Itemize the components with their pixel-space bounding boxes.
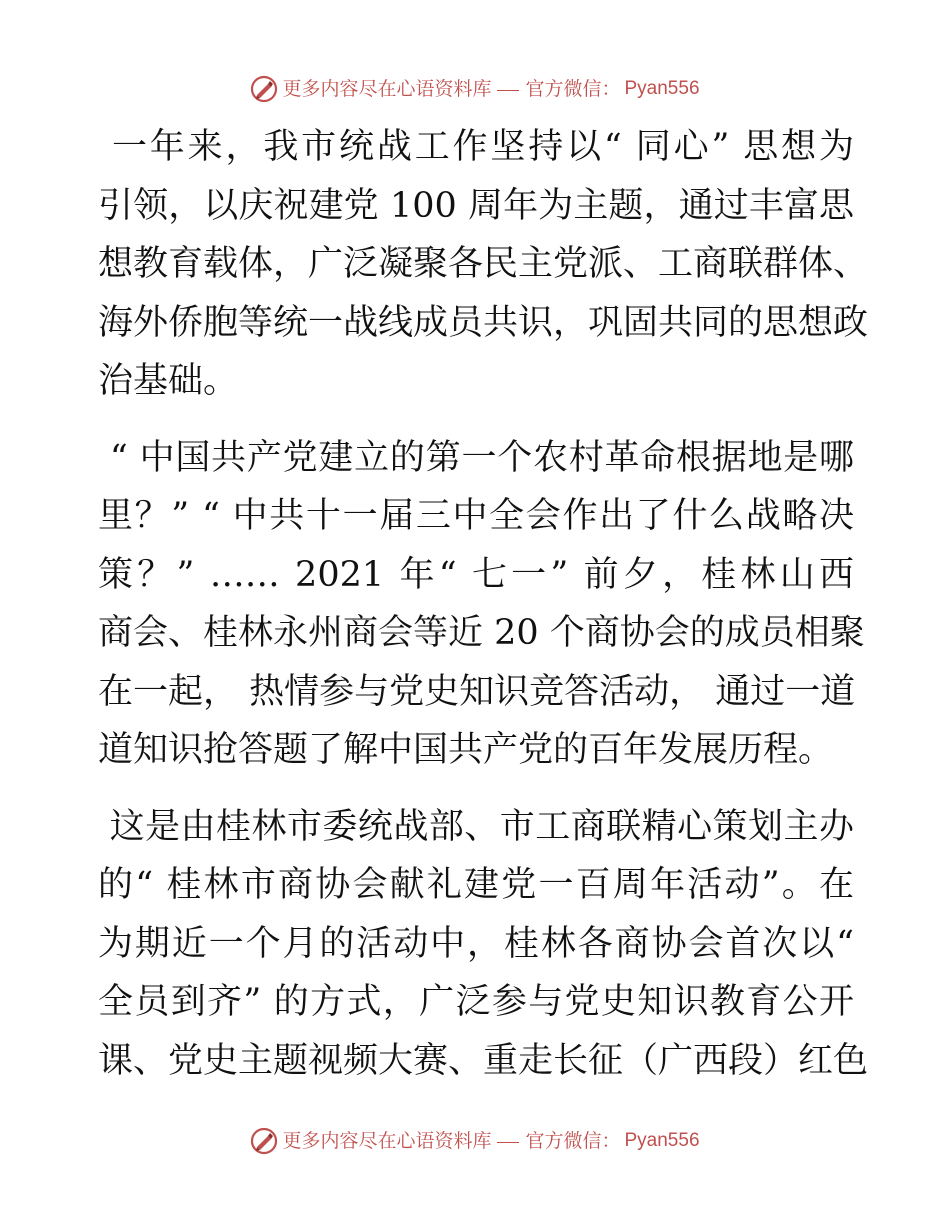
text-line: 想教育载体，广泛凝聚各民主党派、工商联群体、	[98, 244, 869, 284]
paragraph-2	[98, 429, 865, 780]
text-line: 道知识抢答题了解中国共产党的百年发展历程。	[98, 730, 834, 770]
text-line: 的“ 桂林市商协会献礼建党一百周年活动”。在	[98, 865, 854, 905]
watermark-separator	[497, 90, 519, 91]
text-line: 策？” …… 2021 年“ 七一” 前夕，桂林山西	[98, 554, 854, 595]
watermark-handle: Pyan556	[624, 78, 700, 99]
text-line: 里？” “ 中共十一届三中全会作出了什么战略决	[98, 496, 854, 536]
pen-logo-icon	[250, 75, 278, 103]
text-line: 在一起， 热情参与党史知识竞答活动， 通过一道	[98, 671, 856, 712]
watermark-separator	[497, 1142, 519, 1143]
watermark-handle: Pyan556	[624, 1130, 700, 1151]
header-watermark	[0, 74, 950, 104]
text-line: 治基础。	[98, 361, 239, 401]
footer-watermark	[0, 1126, 950, 1156]
text-line: 一年来，我市统战工作坚持以“ 同心” 思想为	[98, 127, 854, 167]
document-body	[98, 118, 869, 1108]
paragraph-3	[98, 798, 869, 1091]
paragraph-1	[98, 118, 869, 411]
watermark-text: 更多内容尽在心语资料库	[282, 1130, 492, 1152]
text-line: 这是由桂林市委统战部、市工商联精心策划主办	[98, 806, 854, 847]
text-line: 全员到齐” 的方式，广泛参与党史知识教育公开	[98, 982, 854, 1022]
text-line: 课、党史主题视频大赛、重走长征（广西段）红色	[98, 1040, 869, 1081]
text-line: 引领，以庆祝建党 100 周年为主题，通过丰富思	[98, 185, 854, 226]
text-line: 商会、桂林永州商会等近 20 个商协会的成员相聚	[98, 613, 865, 653]
watermark-text: 更多内容尽在心语资料库	[282, 78, 492, 100]
watermark-contact-label: 官方微信：	[525, 1130, 621, 1152]
text-line: 为期近一个月的活动中，桂林各商协会首次以“	[98, 923, 854, 964]
text-line: 海外侨胞等统一战线成员共识，巩固共同的思想政	[98, 302, 869, 343]
text-line: “ 中国共产党建立的第一个农村革命根据地是哪	[98, 437, 854, 478]
pen-logo-icon	[250, 1127, 278, 1155]
watermark-contact-label: 官方微信：	[525, 78, 621, 100]
